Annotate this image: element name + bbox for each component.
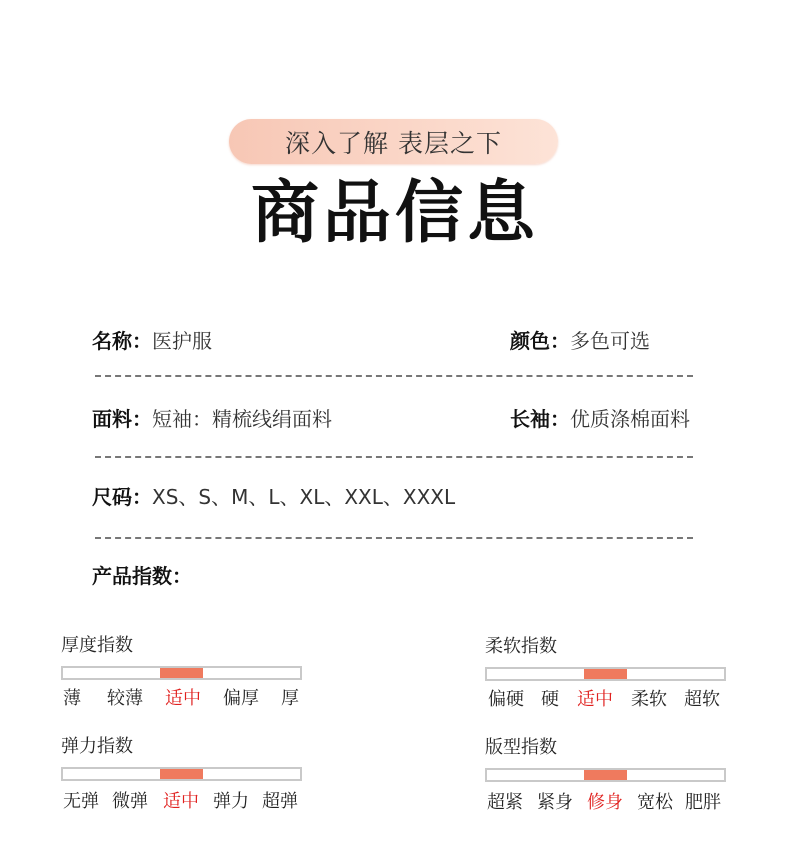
sleeve-label: 长袖：: [510, 407, 570, 431]
level-label-selected: 修身: [587, 792, 623, 813]
level-label: 超弹: [262, 791, 298, 812]
name-value: 医护服: [152, 329, 212, 353]
index-label: 产品指数：: [92, 564, 192, 588]
size-label: 尺码：: [92, 485, 152, 509]
index-title-thickness: 厚度指数: [61, 635, 133, 656]
color-value: 多色可选: [570, 329, 650, 353]
index-bar-thickness: [61, 666, 302, 680]
level-label: 紧身: [537, 792, 573, 813]
level-label-selected: 适中: [165, 688, 201, 709]
level-label: 肥胖: [685, 792, 721, 813]
divider-3: [95, 537, 693, 539]
index-fill-softness: [584, 669, 627, 679]
index-title-elasticity: 弹力指数: [61, 736, 133, 757]
divider-2: [95, 456, 693, 458]
index-title-softness: 柔软指数: [485, 636, 557, 657]
level-label: 硬: [541, 689, 559, 710]
name-label: 名称：: [92, 329, 152, 353]
name-row: [92, 328, 212, 354]
sleeve-row: [510, 406, 690, 432]
level-label-selected: 适中: [577, 689, 613, 710]
level-label-selected: 适中: [163, 791, 199, 812]
tagline-pill: [229, 119, 558, 164]
level-label: 微弹: [112, 791, 148, 812]
index-fill-elasticity: [160, 769, 203, 779]
index-bar-elasticity: [61, 767, 302, 781]
size-row: [92, 484, 455, 510]
level-label: 宽松: [637, 792, 673, 813]
index-bar-fit: [485, 768, 726, 782]
level-label: 弹力: [213, 791, 249, 812]
level-label: 无弹: [63, 791, 99, 812]
tagline-text: 深入了解 表层之下: [285, 128, 502, 158]
index-fill-thickness: [160, 668, 203, 678]
page-title: 商品信息: [250, 174, 539, 253]
level-label: 柔软: [631, 689, 667, 710]
level-label: 超紧: [487, 792, 523, 813]
index-title-fit: 版型指数: [485, 737, 557, 758]
index-bar-softness: [485, 667, 726, 681]
fabric-value: 短袖：精梳线绢面料: [152, 407, 332, 431]
fabric-row: [92, 406, 332, 432]
level-label: 薄: [63, 688, 81, 709]
size-value: XS、S、M、L、XL、XXL、XXXL: [152, 485, 456, 509]
color-label: 颜色：: [510, 329, 570, 353]
color-row: [510, 328, 650, 354]
divider-1: [95, 375, 693, 377]
level-label: 偏厚: [223, 688, 259, 709]
index-heading: [92, 563, 192, 589]
level-label: 超软: [684, 689, 720, 710]
level-label: 较薄: [107, 688, 143, 709]
index-fill-fit: [584, 770, 627, 780]
level-label: 偏硬: [488, 689, 524, 710]
fabric-label: 面料：: [92, 407, 152, 431]
level-label: 厚: [281, 688, 299, 709]
sleeve-value: 优质涤棉面料: [570, 407, 690, 431]
